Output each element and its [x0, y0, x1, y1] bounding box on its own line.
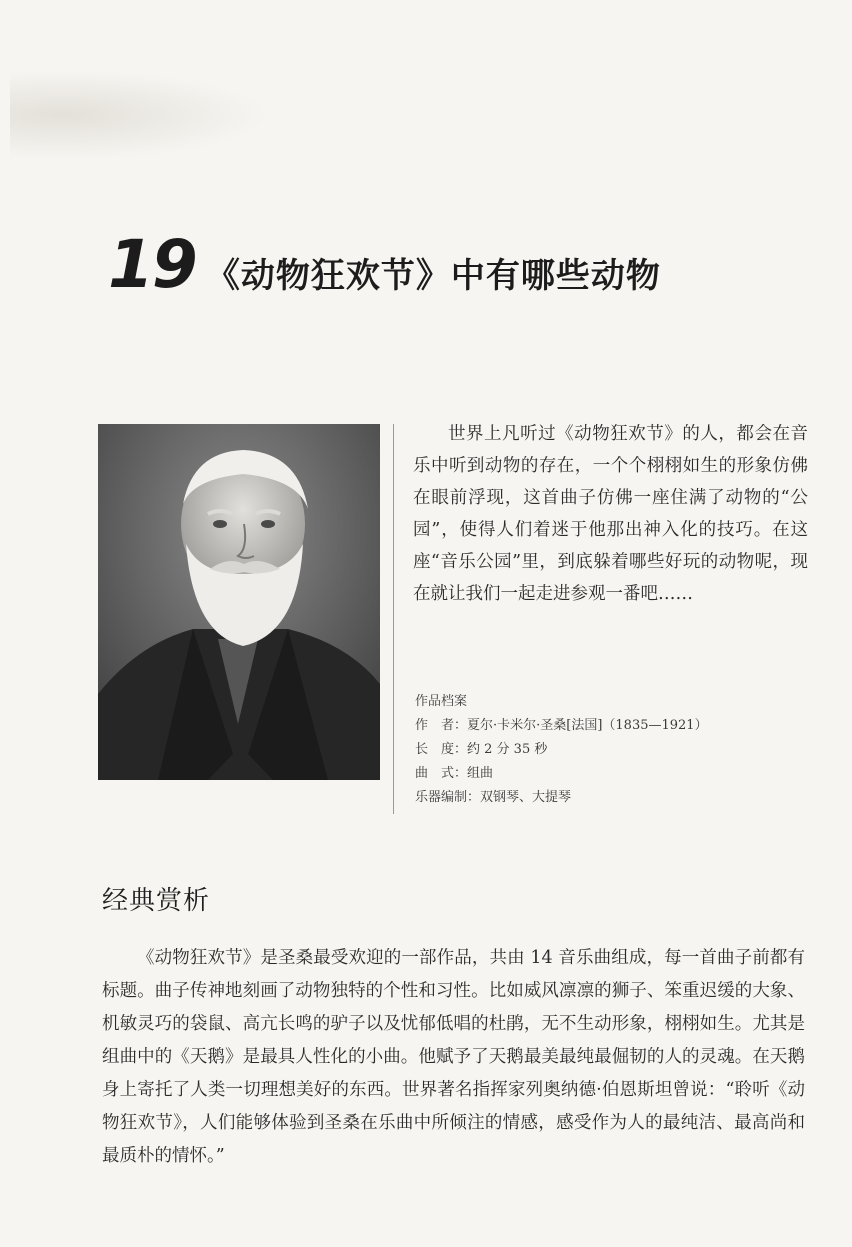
section-body: 《动物狂欢节》是圣桑最受欢迎的一部作品，共由 14 音乐曲组成，每一首曲子前都有标题。曲子传神地刻画了动物独特的个性和习性。比如威风凛凛的狮子、笨重迟缓的大象、机敏灵巧的袋鼠、高亢长鸣的驴子以及忧郁低唱的杜鹃，无不生动形象，栩栩如生。尤其是组曲中的《天鹅》是最具人性化的小曲。他赋予了天鹅最美最纯最倔韧的人的灵魂。在天鹅身上寄托了人类一切理想美好的东西。世界著名指挥家列奥纳德·伯恩斯坦曾说：“聆听《动物狂欢节》，人们能够体验到圣桑在乐曲中所倾注的情感，感受作为人的最纯洁、最高尚和最质朴的情怀。”	[102, 948, 805, 1166]
column-divider	[393, 424, 394, 814]
section-heading: 经典赏析	[102, 886, 211, 916]
work-info-heading: 作品档案	[415, 694, 468, 709]
work-info-instruments: 乐器编制：双钢琴、大提琴	[415, 790, 572, 805]
work-info-box	[415, 690, 815, 810]
work-info-form: 曲 式：组曲	[415, 766, 494, 781]
chapter-title-row	[108, 226, 661, 306]
chapter-number: 19	[108, 226, 196, 303]
chapter-title: 《动物狂欢节》中有哪些动物	[205, 256, 661, 296]
work-info-length: 长 度：约 2 分 35 秒	[415, 742, 548, 757]
portrait-illustration	[98, 424, 380, 780]
composer-portrait	[98, 424, 380, 780]
work-info-composer: 作 者：夏尔·卡米尔·圣桑[法国]（1835—1921）	[415, 718, 708, 733]
intro-paragraph: 世界上凡听过《动物狂欢节》的人，都会在音乐中听到动物的存在，一个个栩栩如生的形象仿佛在眼前浮现，这首曲子仿佛一座住满了动物的“公园”，使得人们着迷于他那出神入化的技巧。在这座“音乐公园”里，到底躲着哪些好玩的动物呢，现在就让我们一起走进参观一番吧……	[413, 424, 808, 604]
page-smudge	[10, 70, 270, 160]
